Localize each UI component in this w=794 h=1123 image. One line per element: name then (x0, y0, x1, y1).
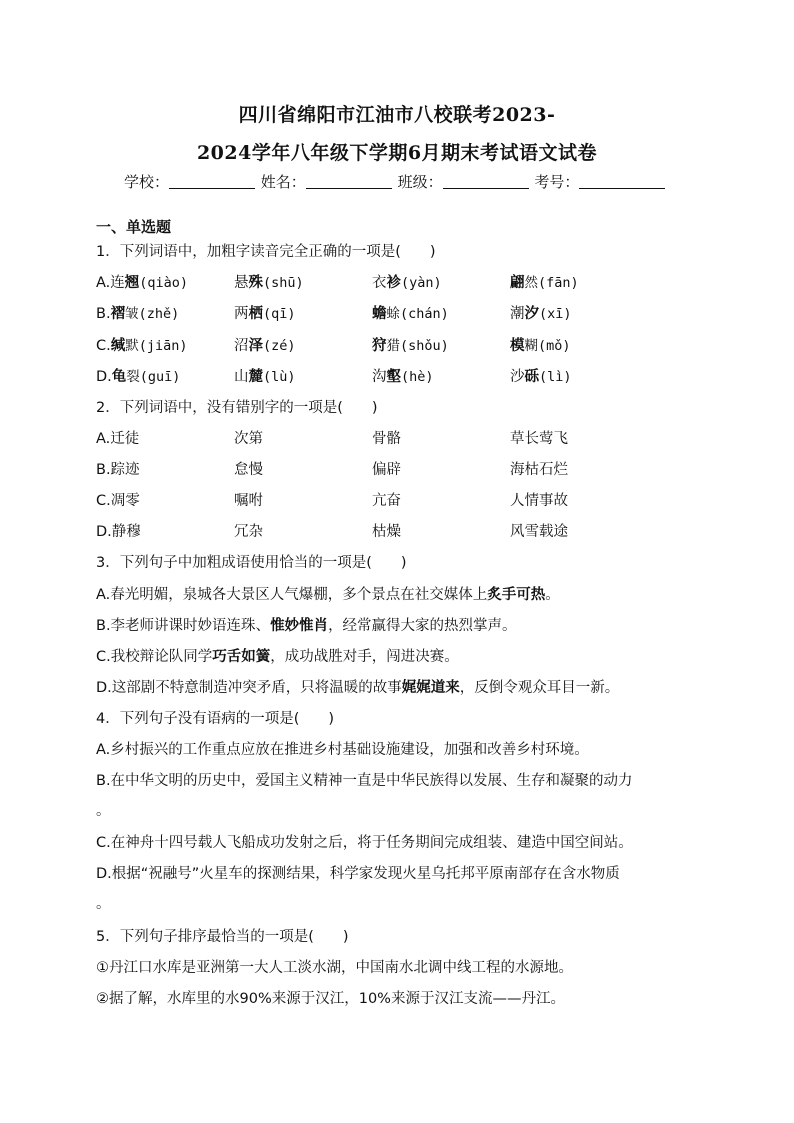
q4-option-d-continued: 。 (96, 896, 111, 912)
student-info-line (124, 171, 666, 192)
q3-stem: 3．下列句子中加粗成语使用恰当的一项是( ) (96, 555, 407, 571)
school-blank (169, 174, 255, 189)
exam-title-line2: 2024学年八年级下学期6月期末考试语文试卷 (196, 142, 598, 164)
pinyin: (qiào) (139, 275, 189, 291)
q3-option-a: A.春光明媚，泉城各大景区人气爆棚，多个景点在社交媒体上炙手可热。 (96, 587, 560, 603)
word-text: 悬 (234, 275, 249, 291)
pinyin: (yàn) (401, 275, 442, 291)
option-word: 草长莺飞 (510, 431, 568, 447)
class-blank (443, 174, 529, 189)
exam-number-label: 考号： (534, 173, 580, 191)
bold-char: 麓 (248, 369, 263, 385)
exam-title-line1: 四川省绵阳市江油市八校联考2023- (238, 104, 556, 126)
pinyin: 然(fān) (524, 275, 579, 291)
q3-option-d: D.这部剧不特意制造冲突矛盾，只将温暖的故事娓娓道来，反倒令观众耳目一新。 (96, 680, 620, 696)
school-label: 学校： (124, 173, 170, 191)
bold-char: 袗 (386, 275, 401, 291)
pinyin: (xī) (539, 306, 572, 322)
option-word: 次第 (234, 431, 263, 447)
option-letter: A. (96, 275, 111, 291)
option-word: B.踪迹 (96, 462, 140, 478)
q4-option-a: A.乡村振兴的工作重点应放在推进乡村基础设施建设，加强和改善乡村环境。 (96, 742, 589, 758)
q4-option-d: D.根据“祝融号”火星车的探测结果，科学家发现火星乌托邦平原南部存在含水物质 (96, 866, 620, 882)
q5-stem: 5．下列句子排序最恰当的一项是( ) (96, 929, 349, 945)
pinyin: (hè) (401, 369, 434, 385)
q3-option-b: B.李老师讲课时妙语连珠、惟妙惟肖，经常赢得大家的热烈掌声。 (96, 618, 517, 634)
option-letter: B. (96, 306, 111, 322)
option-word: 海枯石烂 (510, 462, 568, 478)
word-text: 沟 (372, 369, 387, 385)
word-text: 两 (234, 306, 249, 322)
pinyin: 皱(zhě) (125, 306, 180, 322)
option-word: C.凋零 (96, 493, 140, 509)
pinyin: (qī) (263, 306, 296, 322)
bold-char: 砾 (524, 369, 539, 385)
pinyin: 糊(mǒ) (524, 338, 571, 354)
option-word: 亢奋 (372, 493, 401, 509)
pinyin: (lù) (263, 369, 296, 385)
name-blank (306, 174, 392, 189)
exam-number-blank (579, 174, 665, 189)
bold-char: 狩 (372, 338, 387, 354)
bold-char: 褶 (110, 306, 126, 322)
bold-char: 翩 (510, 275, 525, 291)
bold-char: 殊 (248, 275, 263, 291)
q2-stem: 2．下列词语中，没有错别字的一项是( ) (96, 400, 378, 416)
q4-stem: 4．下列句子没有语病的一项是( ) (96, 711, 335, 727)
option-word: 偏辟 (372, 462, 401, 478)
q4-option-b-continued: 。 (96, 803, 111, 819)
pinyin: 猎(shǒu) (386, 338, 449, 354)
pinyin: 裂(guī) (126, 369, 181, 385)
option-word: D.静穆 (96, 524, 141, 540)
bold-char: 翘 (124, 275, 140, 291)
option-letter: C. (96, 338, 111, 354)
word-text: 潮 (510, 306, 525, 322)
q3-option-c: C.我校辩论队同学巧舌如簧，成功战胜对手，闯进决赛。 (96, 649, 459, 665)
pinyin: (lì) (539, 369, 572, 385)
bold-char: 汐 (524, 306, 539, 322)
bold-idiom: 炙手可热 (487, 587, 546, 603)
option-word: 枯燥 (372, 524, 401, 540)
bold-char: 模 (510, 338, 525, 354)
option-letter: D. (96, 369, 112, 385)
bold-idiom: 巧舌如簧 (212, 649, 271, 665)
pinyin: 蜍(chán) (386, 306, 449, 322)
option-word: 嘱咐 (234, 493, 263, 509)
pinyin: (shū) (263, 275, 304, 291)
pinyin: (zé) (263, 338, 296, 354)
name-label: 姓名： (260, 173, 306, 191)
word-text: 沙 (510, 369, 525, 385)
q4-option-b: B.在中华文明的历史中，爱国主义精神一直是中华民族得以发展、生存和凝聚的动力 (96, 773, 633, 789)
word-text: 连 (110, 275, 125, 291)
option-word: 怠慢 (234, 462, 263, 478)
q5-sentence-2: ②据了解，水库里的水90%来源于汉江，10%来源于汉江支流——丹江。 (96, 991, 565, 1007)
bold-idiom: 惟妙惟肖 (270, 618, 329, 634)
bold-char: 龟 (111, 369, 127, 385)
pinyin: 默(jiān) (125, 338, 188, 354)
bold-char: 蟾 (372, 306, 387, 322)
option-word: 风雪载途 (510, 524, 568, 540)
bold-char: 壑 (386, 369, 401, 385)
word-text: 衣 (372, 275, 387, 291)
q4-option-c: C.在神舟十四号载人飞船成功发射之后，将于任务期间完成组装、建造中国空间站。 (96, 835, 633, 851)
class-label: 班级： (397, 173, 443, 191)
option-word: A.迁徒 (96, 431, 140, 447)
word-text: 沼 (234, 338, 249, 354)
section-heading: 一、单选题 (96, 218, 172, 236)
option-word: 人情事故 (510, 493, 568, 509)
word-text: 山 (234, 369, 249, 385)
option-word: 骨骼 (372, 431, 401, 447)
option-word: 冗杂 (234, 524, 263, 540)
bold-char: 泽 (248, 338, 263, 354)
q1-stem: 1．下列词语中，加粗字读音完全正确的一项是( ) (96, 244, 436, 260)
bold-idiom: 娓娓道来 (401, 680, 460, 696)
bold-char: 缄 (110, 338, 126, 354)
bold-char: 栖 (248, 306, 263, 322)
q5-sentence-1: ①丹江口水库是亚洲第一大人工淡水湖，中国南水北调中线工程的水源地。 (96, 960, 573, 976)
